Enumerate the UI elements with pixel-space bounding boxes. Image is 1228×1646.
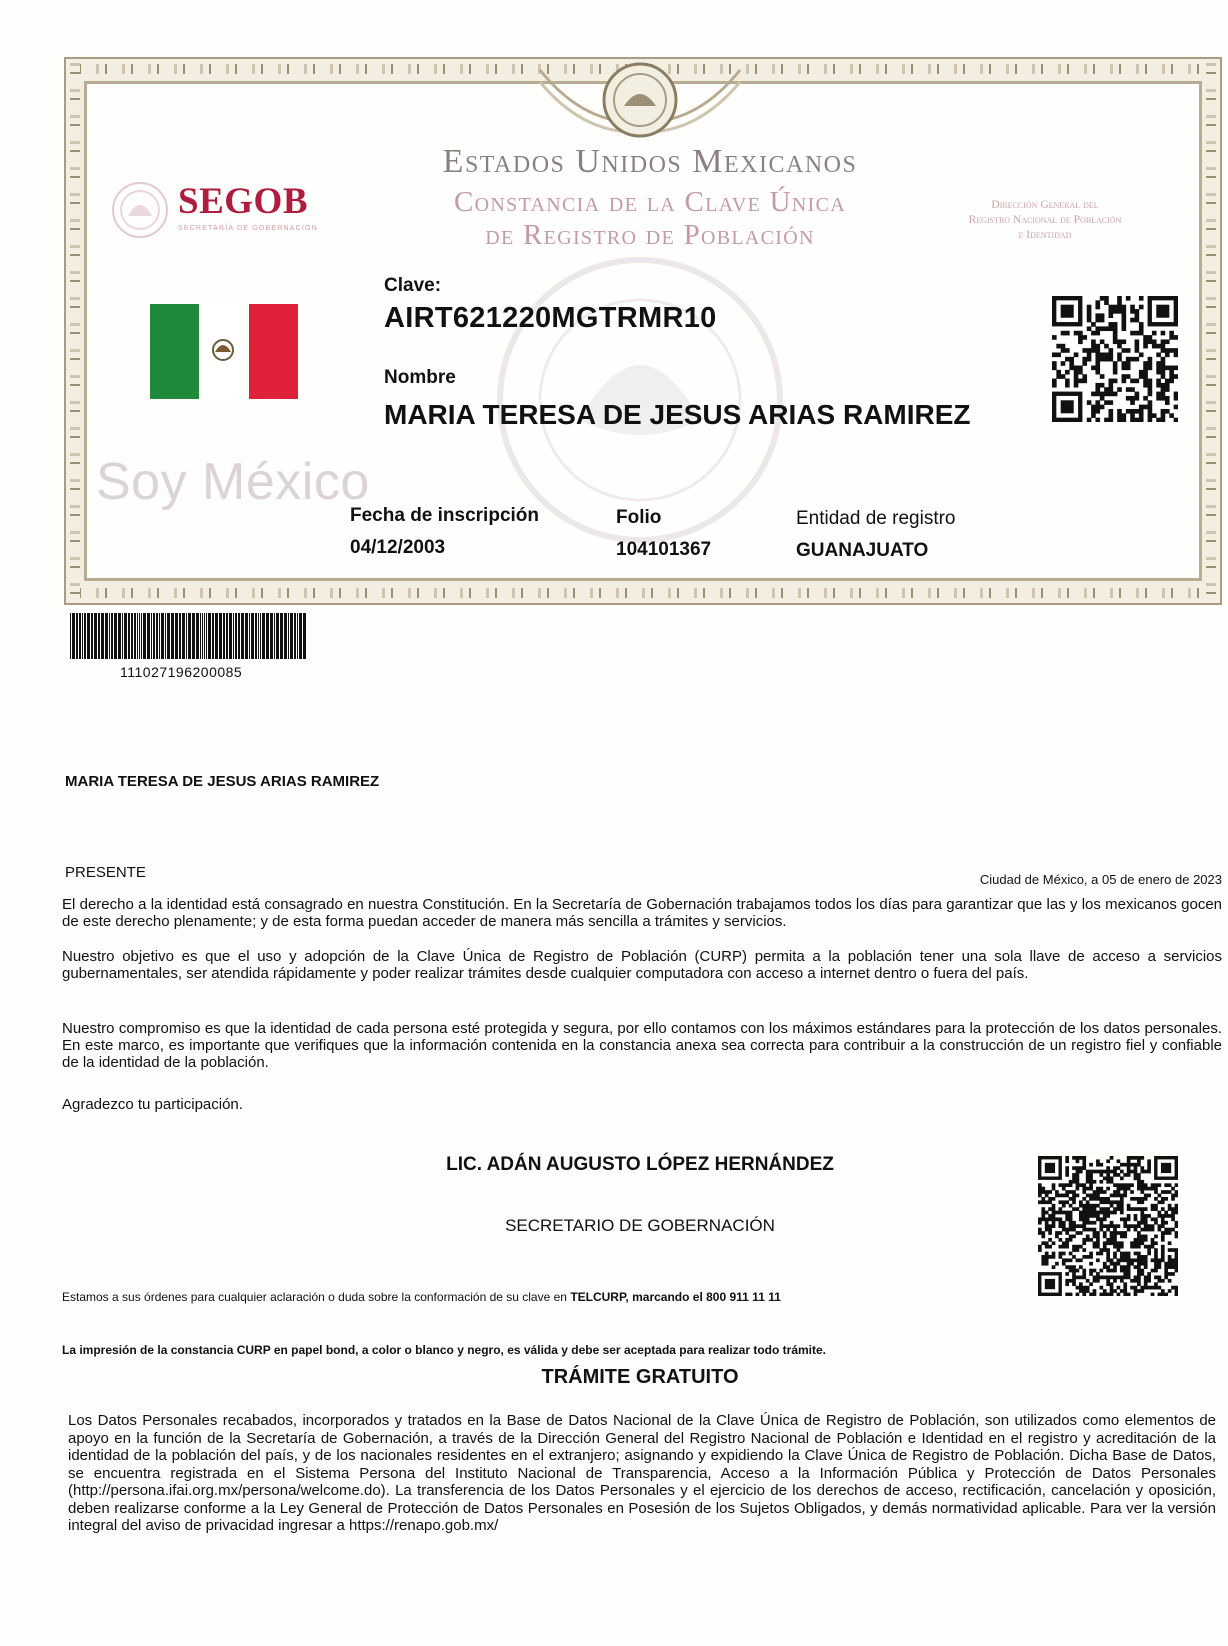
- flag-eagle-icon: [199, 304, 248, 399]
- flag-stripe-green: [150, 304, 199, 399]
- soy-mexico-slogan: Soy México: [96, 453, 370, 511]
- certificate-title: Estados Unidos Mexicanos: [442, 143, 858, 180]
- clave-value: AIRT621220MGTRMR10: [384, 302, 717, 334]
- nombre-label: Nombre: [384, 367, 456, 388]
- letter-paragraph-4: Agradezco tu participación.: [62, 1096, 243, 1113]
- directorate-name: [920, 198, 1170, 243]
- fecha-inscripcion-label: Fecha de inscripción: [350, 505, 539, 526]
- segob-logo: SEGOB: [178, 181, 308, 222]
- contact-phone: TELCURP, marcando el 800 911 11 11: [570, 1290, 781, 1304]
- entidad-registro-value: GUANAJUATO: [796, 540, 929, 561]
- border-pattern-right: [1206, 63, 1216, 599]
- folio-value: 104101367: [616, 539, 712, 560]
- letter-place-date: Ciudad de México, a 05 de enero de 2023: [979, 872, 1222, 887]
- privacy-notice: Los Datos Personales recabados, incorporados y tratados en la Base de Datos Nacional de la Clave Única de Registro de Población, son utilizados como elementos de apoyo en la función de la Secretaría de Gobernación, a través de la Dirección General del Registro Nacional de Población e Identidad en el registro y acreditación de la identidad de la población del país, y de los nacionales residentes en el extranjero; asignando y expidiendo la Clave Única de Registro de Población. Dicha Base de Datos, se encuentra registrada en el Sistema Persona del Instituto Nacional de Transparencia, Acceso a la Información Pública y Protección de Datos Personales (http://persona.ifai.org.mx/persona/welcome.do). La transferencia de los Datos Personales y el ejercicio de los derechos de acceso, rectificación, cancelación y oposición, deben realizarse conforme a la Ley General de Protección de Datos Personales en Posesión de los Sujetos Obligados, y demás normatividad aplicable. Para ver la versión integral del aviso de privacidad ingresar a https://renapo.gob.mx/: [68, 1412, 1216, 1534]
- signatory-name: LIC. ADÁN AUGUSTO LÓPEZ HERNÁNDEZ: [446, 1154, 834, 1175]
- directorate-line1: Dirección General del: [991, 199, 1099, 211]
- letter-paragraph-2: Nuestro objetivo es que el uso y adopción de la Clave Única de Registro de Población (CURP) permita a la población tener una sola llave de acceso a servicios gubernamentales, ser atendida rápidamente y poder realizar trámites desde cualquier computadora con acceso a internet dentro o fuera del país.: [62, 948, 1222, 982]
- folio-label: Folio: [616, 507, 662, 528]
- border-pattern-bottom: [70, 588, 1216, 598]
- validity-note: La impresión de la constancia CURP en papel bond, a color o blanco y negro, es válida y debe ser aceptada para realizar todo trámite.: [62, 1343, 827, 1357]
- signatory-title: SECRETARIO DE GOBERNACIÓN: [505, 1216, 775, 1235]
- free-procedure-notice: TRÁMITE GRATUITO: [541, 1366, 739, 1388]
- nombre-value: MARIA TERESA DE JESUS ARIAS RAMIREZ: [384, 399, 971, 430]
- directorate-line2: Registro Nacional de Población: [968, 214, 1122, 226]
- border-pattern-left: [70, 63, 80, 599]
- certificate-subtitle: [300, 186, 1000, 252]
- certificate-subtitle-line2: de Registro de Población: [485, 219, 815, 251]
- contact-text: Estamos a sus órdenes para cualquier aclaración o duda sobre la conformación de su clave en: [62, 1290, 567, 1304]
- segob-logo-subtitle: SECRETARÍA DE GOBERNACIÓN: [178, 225, 318, 232]
- fecha-inscripcion-value: 04/12/2003: [350, 537, 446, 558]
- contact-line: [62, 1290, 781, 1304]
- coat-of-arms-emblem-icon: [520, 60, 760, 142]
- directorate-line3: e Identidad: [1018, 229, 1072, 241]
- letter-addressee: MARIA TERESA DE JESUS ARIAS RAMIREZ: [65, 773, 380, 790]
- clave-label: Clave:: [384, 275, 442, 296]
- qr-code-signature-icon: [1038, 1156, 1178, 1296]
- flag-stripe-white: [199, 304, 248, 399]
- barcode-number: 111027196200085: [120, 664, 243, 680]
- qr-code-icon: [1052, 296, 1178, 422]
- entidad-registro-label: Entidad de registro: [796, 508, 956, 529]
- certificate-subtitle-line1: Constancia de la Clave Única: [454, 186, 846, 218]
- flag-stripe-red: [249, 304, 298, 399]
- segob-seal-icon: [110, 180, 170, 240]
- letter-paragraph-3: Nuestro compromiso es que la identidad de cada persona esté protegida y segura, por ello contamos con los máximos estándares para la protección de los datos personales. En este marco, es importante que verifiques que la información contenida en la constancia anexa sea correcta para contribuir a la construcción de un registro fiel y confiable de la identidad de la población.: [62, 1020, 1222, 1071]
- mexican-flag-icon: [150, 304, 298, 399]
- letter-paragraph-1: El derecho a la identidad está consagrado en nuestra Constitución. En la Secretaría de Gobernación trabajamos todos los días para garantizar que las y los mexicanos gocen de este derecho plenamente; y de esta forma puedan acceder de manera más sencilla a trámites y servicios.: [62, 896, 1222, 930]
- letter-greeting: PRESENTE: [65, 864, 146, 881]
- barcode-icon: [70, 613, 310, 659]
